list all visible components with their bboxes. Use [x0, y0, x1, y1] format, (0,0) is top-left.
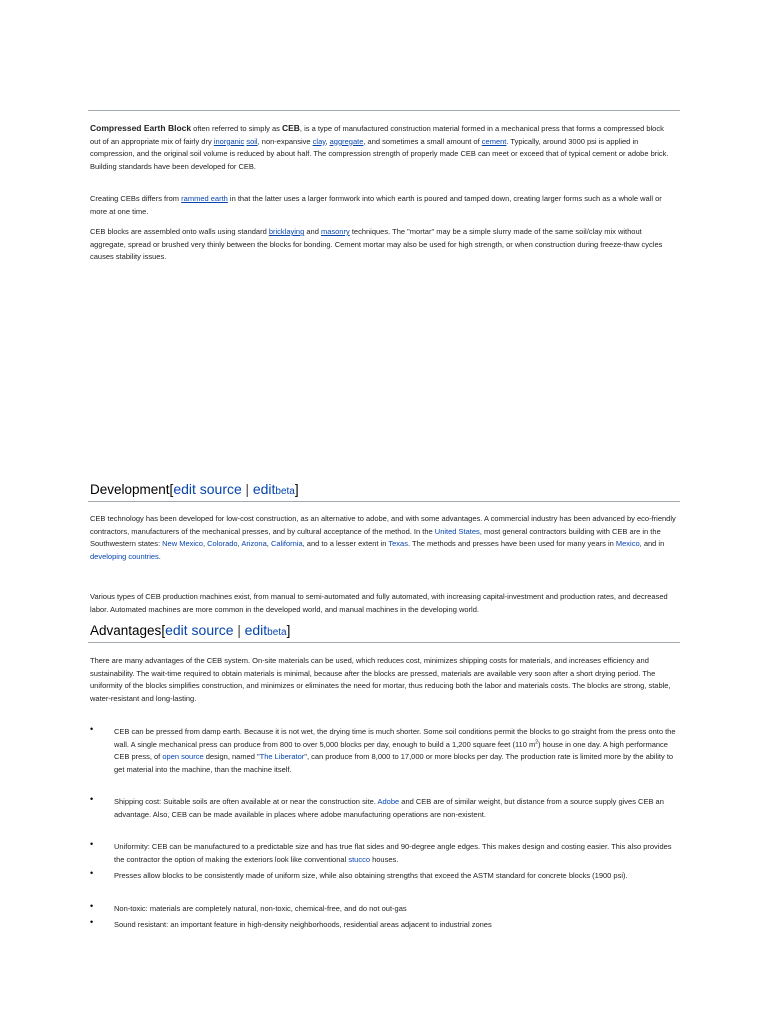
link-colorado[interactable]: Colorado — [207, 539, 238, 549]
list-item: Presses allow blocks to be consistently made of uniform size, while also obtaining strengths that exceed the ASTM standard for concrete blocks (1900 psi). — [114, 871, 628, 880]
bracket-open: [ — [161, 623, 166, 638]
list-item — [114, 841, 676, 866]
paragraph-text: CEB technology has been developed for low-cost construction, as an alternative to adobe, and with some advantages. A commercial industry has been advanced by eco-friendly contractors, manufacturers of the mechanical presses, and by cultural acceptance of the method. In the — [90, 514, 676, 536]
separator: | — [233, 623, 245, 638]
paragraph-text: Creating CEBs differs from — [90, 194, 182, 203]
list-item: Sound resistant: an important feature in high-density neighborhoods, residential areas adjacent to industrial zones — [114, 920, 492, 929]
paragraph-text: , and to a lesser extent in — [302, 539, 389, 549]
heading-text: Development — [90, 482, 170, 497]
list-item-text: design, named " — [203, 752, 260, 762]
link-cement[interactable]: cement — [481, 136, 507, 146]
list-item-text: ) house in one day. A high performance CEB press, of — [114, 739, 668, 762]
advantages-heading — [90, 622, 290, 641]
link-open-source[interactable]: open source — [162, 752, 204, 762]
bracket-close: ] — [286, 623, 291, 638]
paragraph-text: in that the latter uses a larger formwork into which earth is poured and tamped down, creating larger forms such as a whole wall or more at one time. — [90, 194, 662, 216]
article-title: Compressed Earth Block — [90, 123, 192, 133]
list-item-text: CEB can be pressed from damp earth. Because it is not wet, the drying time is much shorter. Some soil conditions permit the blocks to go straight from the press onto the wall. A single mechanical press can produce from 800 to over 5,000 blocks per day, enough to build a 1,200 square feet (110 m — [114, 727, 676, 749]
bullet-marker: • — [90, 901, 94, 911]
bullet-marker: • — [90, 724, 94, 734]
list-item-text: ", can produce from 8,000 to 17,000 or more blocks per day. The production rate is limited more by the ability to get material into the machine, than the machine itself. — [114, 752, 674, 774]
link-california[interactable]: California — [270, 539, 303, 549]
list-item-text: Uniformity: CEB can be manufactured to a predictable size and has true flat sides and 90-degree angle edges. This makes design and costing easier. This also provides the contractor the option of making the exteriors look like conventional — [114, 842, 672, 864]
list-item — [114, 726, 676, 776]
paragraph-text: , — [237, 539, 242, 549]
edit-link[interactable] — [245, 622, 287, 638]
link-developing-countries[interactable]: developing countries — [90, 551, 159, 561]
beta-label: beta — [267, 627, 287, 638]
paragraph-text: and — [304, 227, 321, 236]
link-the-liberator[interactable]: The Liberator — [259, 752, 305, 762]
link-adobe[interactable]: Adobe — [377, 797, 400, 806]
edit-label: edit — [244, 622, 268, 638]
edit-source-link[interactable]: edit source — [173, 481, 242, 497]
separator: | — [241, 482, 253, 497]
link-arizona[interactable]: Arizona — [241, 539, 267, 549]
development-divider — [88, 501, 680, 502]
paragraph-text: , and in — [639, 539, 665, 549]
beta-label: beta — [275, 486, 295, 497]
bracket-close: ] — [294, 482, 299, 497]
list-item-text: houses. — [370, 854, 399, 864]
intro-paragraph — [90, 122, 676, 173]
assembly-paragraph — [90, 226, 676, 264]
list-item: Non-toxic: materials are completely natural, non-toxic, chemical-free, and do not out-gas — [114, 904, 407, 913]
paragraph-text: . The methods and presses have been used for many years in — [407, 539, 616, 549]
list-item-text: and CEB are of similar weight, but distance from a source supply gives CEB an advantage. Also, CEB can be made available in places where adobe manufacturing operations are non-existent. — [114, 797, 664, 819]
intro-text: , — [325, 136, 330, 146]
intro-text: often referred to simply as — [191, 124, 282, 133]
paragraph-text: CEB blocks are assembled onto walls using standard — [90, 227, 269, 236]
bullet-marker: • — [90, 917, 94, 927]
link-texas[interactable]: Texas — [388, 539, 408, 549]
development-heading — [90, 481, 299, 500]
link-new-mexico[interactable]: New Mexico — [162, 539, 203, 549]
link-aggregate[interactable]: aggregate — [329, 136, 364, 146]
edit-source-link[interactable]: edit source — [165, 622, 234, 638]
superscript: 2 — [535, 739, 539, 746]
link-rammed-earth[interactable]: rammed earth — [181, 194, 228, 203]
link-mexico[interactable]: Mexico — [615, 539, 640, 549]
bullet-marker: • — [90, 839, 94, 849]
development-paragraph-1 — [90, 513, 676, 563]
paragraph-text: techniques. The "mortar" may be a simple slurry made of the same soil/clay mix without aggregate, spread or brushed very thinly between the blocks for bonding. Cement mortar may also be used for high strength, or when construction during freeze-thaw cycles causes stability issues. — [90, 227, 663, 262]
bracket-open: [ — [169, 482, 174, 497]
link-masonry[interactable]: masonry — [320, 227, 350, 236]
advantages-divider — [88, 642, 680, 643]
list-item-text: Shipping cost: Suitable soils are often available at or near the construction site. — [114, 797, 378, 806]
paragraph-text: , — [202, 539, 208, 549]
bullet-marker: • — [90, 868, 94, 878]
ceb-term: CEB — [281, 123, 300, 133]
link-soil[interactable]: soil — [246, 136, 258, 146]
heading-text: Advantages — [90, 623, 162, 638]
paragraph-text: . — [158, 551, 161, 561]
intro-text: , and sometimes a small amount of — [363, 136, 482, 146]
paragraph-text: , — [266, 539, 271, 549]
link-bricklaying[interactable]: bricklaying — [268, 227, 305, 236]
intro-text: . Typically, around 3000 psi is applied in compression, and the original soil volume is reduced by about half. The compression strength of properly made CEB can meet or exceed that of typical cement or adobe brick. Building standards have been developed for CEB. — [90, 136, 669, 171]
link-clay[interactable]: clay — [312, 136, 326, 146]
link-united-states[interactable]: United States — [434, 526, 480, 536]
intro-text: , is a type of manufactured construction material formed in a mechanical press that forms a compressed block out of an appropriate mix of fairly dry — [90, 124, 664, 146]
advantages-paragraph: There are many advantages of the CEB system. On-site materials can be used, which reduces cost, minimizes shipping costs for materials, and increases efficiency and sustainability. The wait-time required to obtain materials is minimal, because after the blocks are pressed, materials are available very soon after a short drying period. The uniformity of the blocks simplifies construction, and minimizes or eliminates the need for mortar, thus reducing both the labor and materials costs. The blocks are strong, stable, water-resistant and long-lasting. — [90, 656, 671, 703]
edit-label: edit — [252, 481, 276, 497]
bullet-marker: • — [90, 794, 94, 804]
edit-link[interactable] — [253, 481, 295, 497]
top-divider — [88, 110, 680, 111]
link-stucco[interactable]: stucco — [348, 854, 370, 864]
link-inorganic[interactable]: inorganic — [213, 136, 245, 146]
intro-text: , non-expansive — [257, 136, 313, 146]
paragraph-text: , most general contractors building with CEB are in the Southwestern states: — [90, 526, 661, 549]
development-paragraph-2: Various types of CEB production machines exist, from manual to semi-automated and fully automated, with increasing capital-investment and production rates, and decreased labor. Automated machines are more common in the developed world, and manual machines in the developing world. — [90, 592, 668, 614]
list-item — [114, 796, 676, 821]
rammed-earth-paragraph — [90, 193, 676, 218]
